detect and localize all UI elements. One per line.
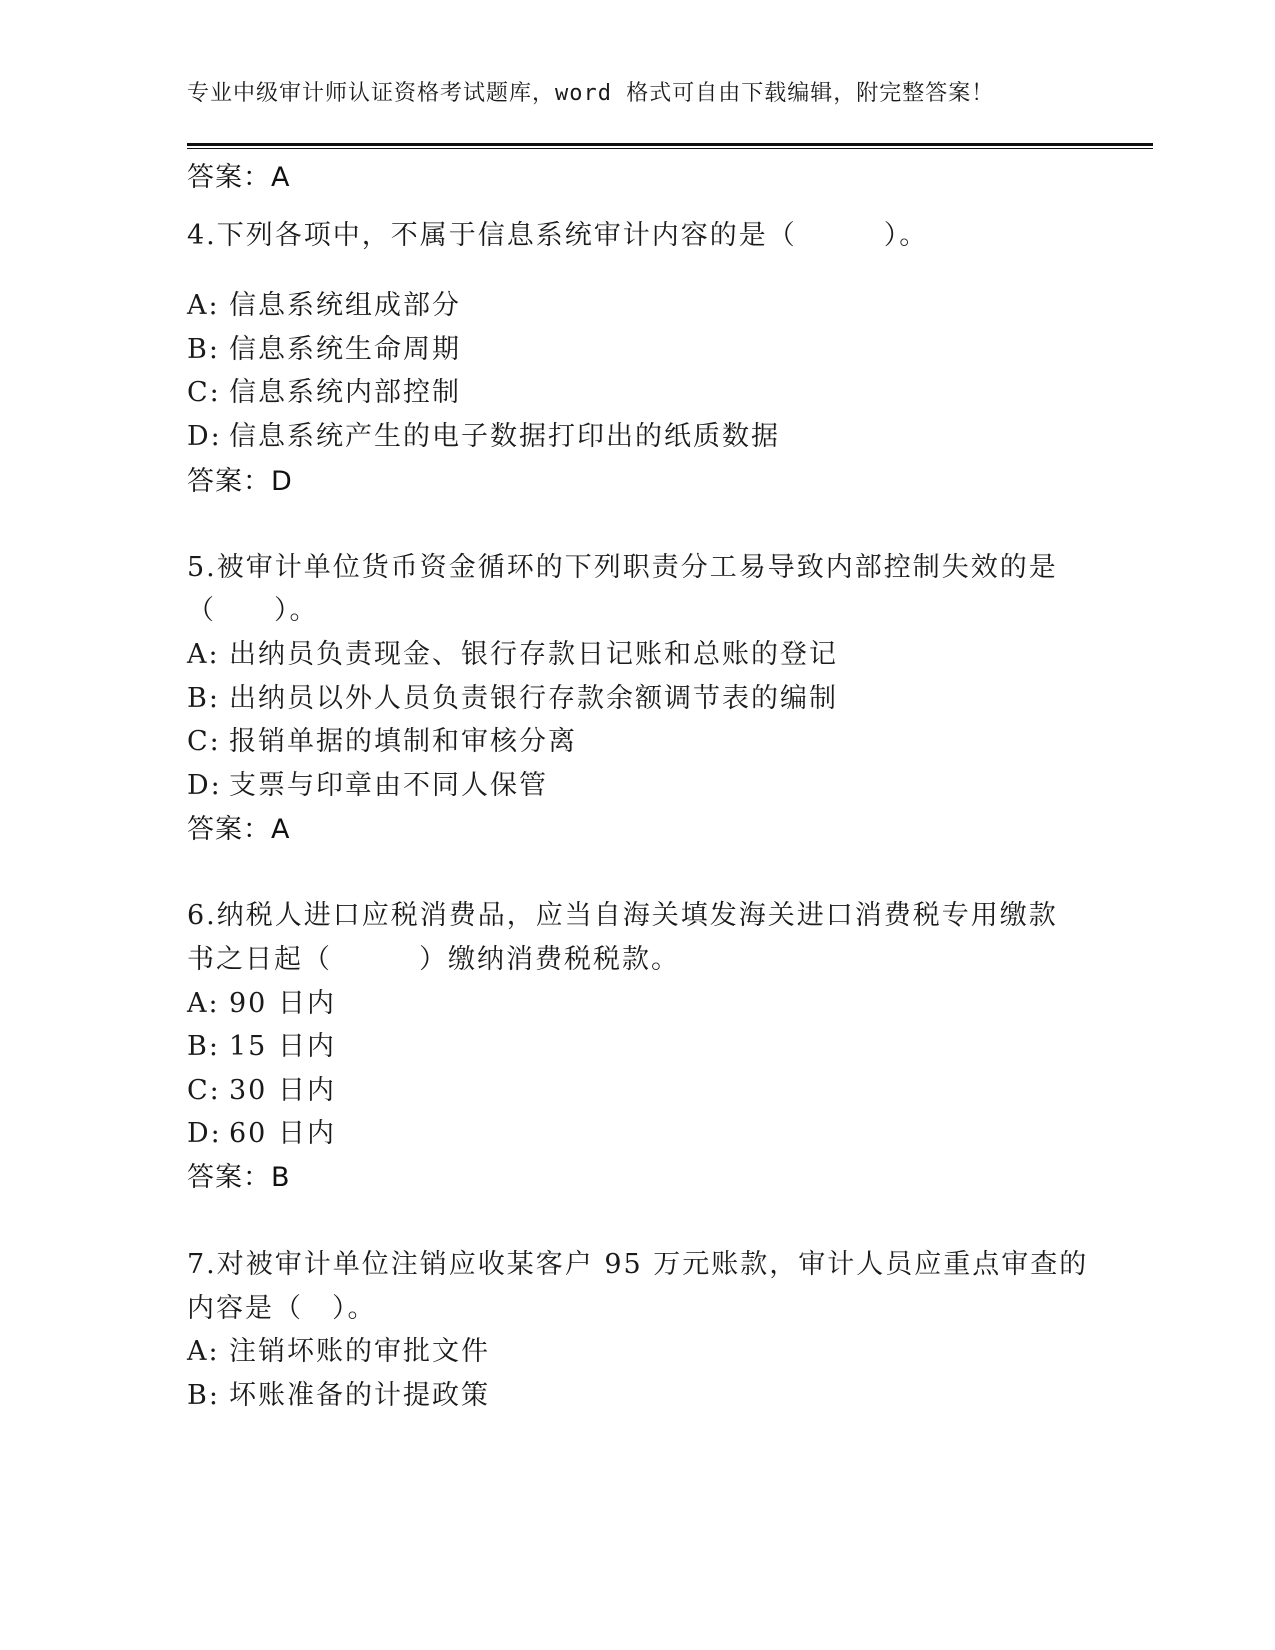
option-d [187, 1111, 336, 1150]
option-c [187, 719, 577, 758]
option-letter: A: [187, 290, 220, 321]
option-d [187, 763, 548, 802]
header-rule-thin [187, 148, 1153, 149]
option-c [187, 1068, 336, 1107]
option-text: 坏账准备的计提政策 [229, 1380, 490, 1411]
option-letter: B: [187, 334, 220, 365]
option-c [187, 370, 461, 409]
option-b [187, 327, 461, 366]
option-a [187, 632, 838, 671]
option-text: 60 日内 [229, 1118, 336, 1149]
option-letter: A: [187, 639, 220, 670]
header-rule-thick [187, 143, 1153, 146]
option-a [187, 283, 461, 322]
option-text: 出纳员负责现金、银行存款日记账和总账的登记 [229, 639, 838, 670]
option-b [187, 1024, 336, 1063]
question-stem: 5.被审计单位货币资金循环的下列职责分工易导致内部控制失效的是 [187, 552, 1058, 583]
page-header: 专业中级审计师认证资格考试题库，word 格式可自由下载编辑，附完整答案！ [187, 81, 995, 106]
option-text: 信息系统生命周期 [229, 334, 461, 365]
answer-label: 答案：D [187, 466, 293, 497]
option-text: 90 日内 [229, 988, 336, 1019]
option-b [187, 1373, 490, 1412]
answer-label: 答案：A [187, 814, 291, 845]
option-letter: C: [187, 726, 221, 757]
option-text: 支票与印章由不同人保管 [229, 770, 548, 801]
question-stem: 6.纳税人进口应税消费品，应当自海关填发海关进口消费税专用缴款 [187, 900, 1058, 931]
option-letter: C: [187, 1075, 221, 1106]
option-a [187, 1329, 490, 1368]
answer-label: 答案：B [187, 1162, 291, 1193]
option-letter: B: [187, 1031, 220, 1062]
question-stem: 4.下列各项中，不属于信息系统审计内容的是（ ）。 [187, 220, 929, 251]
question-stem: 7.对被审计单位注销应收某客户 95 万元账款，审计人员应重点审查的 [187, 1249, 1089, 1280]
option-letter: B: [187, 1380, 220, 1411]
option-letter: D: [187, 770, 222, 801]
option-text: 出纳员以外人员负责银行存款余额调节表的编制 [229, 683, 838, 714]
option-letter: B: [187, 683, 220, 714]
option-d [187, 414, 780, 453]
option-text: 报销单据的填制和审核分离 [229, 726, 577, 757]
question-stem-cont: （ ）。 [187, 595, 319, 626]
option-letter: D: [187, 421, 222, 452]
question-stem-cont: 书之日起（ ）缴纳消费税税款。 [187, 944, 680, 975]
answer-label: 答案：A [187, 162, 291, 193]
option-letter: C: [187, 377, 221, 408]
option-text: 信息系统产生的电子数据打印出的纸质数据 [229, 421, 780, 452]
option-b [187, 676, 838, 715]
question-stem-cont: 内容是（ ）。 [187, 1293, 377, 1324]
option-text: 15 日内 [229, 1031, 336, 1062]
option-text: 信息系统组成部分 [229, 290, 461, 321]
option-text: 30 日内 [229, 1075, 336, 1106]
option-text: 信息系统内部控制 [229, 377, 461, 408]
option-a [187, 981, 336, 1020]
option-letter: A: [187, 1336, 220, 1367]
option-letter: D: [187, 1118, 222, 1149]
option-text: 注销坏账的审批文件 [229, 1336, 490, 1367]
option-letter: A: [187, 988, 220, 1019]
